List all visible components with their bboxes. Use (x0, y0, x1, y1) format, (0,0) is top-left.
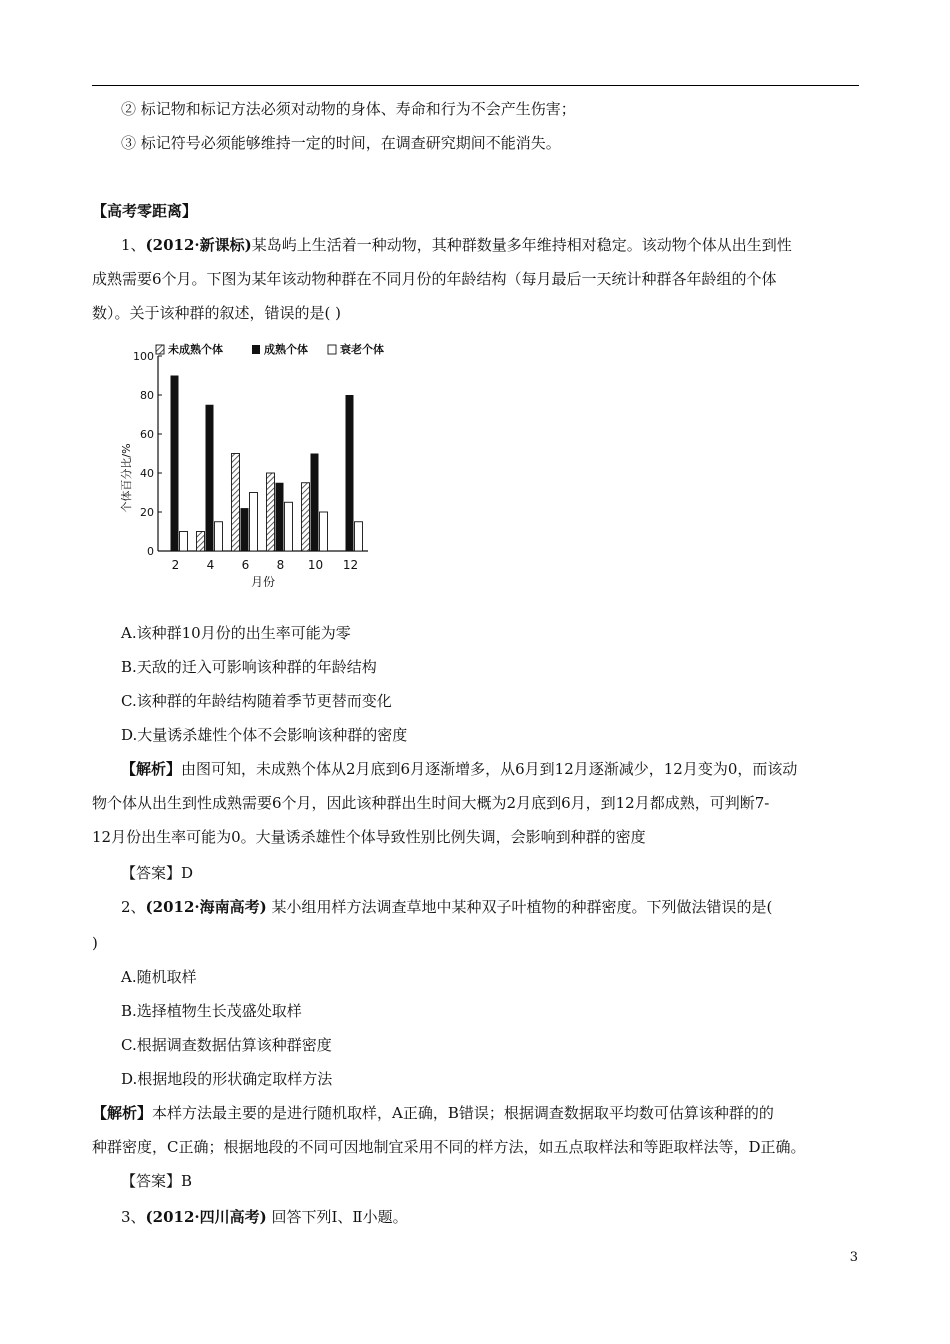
question-source: (2012·四川高考) (145, 1208, 267, 1226)
bar (197, 532, 205, 552)
section-title: 【高考零距离】 (92, 202, 198, 220)
x-tick-label: 8 (276, 558, 285, 572)
question-number: 1、 (121, 236, 146, 254)
question-1-stem (121, 234, 792, 256)
option-c: C.该种群的年龄结构随着季节更替而变化 (121, 692, 392, 710)
x-axis-label: 月份 (250, 575, 276, 589)
text-line: ③ 标记符号必须能够维持一定的时间，在调查研究期间不能消失。 (121, 134, 561, 152)
question-number: 2、 (121, 898, 146, 916)
question-2-text: ) (92, 934, 98, 952)
x-tick-label: 4 (206, 558, 215, 572)
bar (285, 502, 293, 551)
y-tick-label: 60 (140, 428, 154, 441)
bar (320, 512, 328, 551)
analysis-label: 【解析】 (92, 1104, 153, 1122)
question-text: 某小组用样方法调查草地中某种双子叶植物的种群密度。下列做法错误的是( (266, 898, 773, 916)
bar (311, 454, 319, 552)
bar (241, 508, 249, 551)
bar (302, 483, 310, 551)
question-text: 回答下列Ⅰ、Ⅱ小题。 (266, 1208, 408, 1226)
answer-2: 【答案】B (121, 1172, 193, 1190)
question-source: (2012·海南高考) (145, 898, 267, 916)
analysis-2-text: 种群密度，C正确；根据地段的不同可因地制宜采用不同的样方法，如五点取样法和等距取样法等，D正确。 (92, 1138, 806, 1156)
question-2-stem (121, 896, 772, 918)
age-structure-bar-chart (118, 338, 388, 590)
analysis-1-text: 物个体从出生到性成熟需要6个月，因此该种群出生时间大概为2月底到6月，到12月都成熟，可判断7- (92, 794, 770, 812)
analysis-text: 由图可知，未成熟个体从2月底到6月逐渐增多，从6月到12月逐渐减少，12月变为0，而该动 (181, 760, 798, 778)
bar (180, 532, 188, 552)
x-tick-label: 12 (342, 558, 359, 572)
option-b: B.天敌的迁入可影响该种群的年龄结构 (121, 658, 377, 676)
bar (215, 522, 223, 551)
x-tick-label: 6 (241, 558, 250, 572)
legend-label: 成熟个体 (264, 343, 308, 356)
analysis-2 (92, 1102, 774, 1124)
y-tick-label: 20 (140, 506, 154, 519)
question-1-text: 数）。关于该种群的叙述，错误的是( ) (92, 304, 341, 322)
option-c: C.根据调查数据估算该种群密度 (121, 1036, 332, 1054)
y-tick-label: 0 (147, 545, 154, 558)
bar (346, 395, 354, 551)
legend-label: 衰老个体 (340, 343, 384, 356)
header-rule (92, 85, 859, 86)
x-tick-label: 10 (307, 558, 324, 572)
legend-swatch (252, 345, 260, 354)
answer-1: 【答案】D (121, 864, 194, 882)
option-a: A.该种群10月份的出生率可能为零 (121, 624, 351, 642)
bar (250, 493, 258, 552)
y-axis-label: 个体百分比/% (120, 443, 133, 513)
analysis-text: 本样方法最主要的是进行随机取样，A正确，B错误；根据调查数据取平均数可估算该种群的的 (152, 1104, 774, 1122)
page-number: 3 (849, 1250, 858, 1265)
question-text: 某岛屿上生活着一种动物，其种群数量多年维持相对稳定。该动物个体从出生到性 (251, 236, 792, 254)
bar (206, 405, 214, 551)
bar (232, 454, 240, 552)
question-number: 3、 (121, 1208, 146, 1226)
y-tick-label: 80 (140, 389, 154, 402)
analysis-1-text: 12月份出生率可能为0。大量诱杀雄性个体导致性别比例失调，会影响到种群的密度 (92, 828, 646, 846)
x-tick-label: 2 (171, 558, 180, 572)
option-d: D.大量诱杀雄性个体不会影响该种群的密度 (121, 726, 408, 744)
legend-swatch (156, 345, 164, 354)
option-b: B.选择植物生长茂盛处取样 (121, 1002, 302, 1020)
chart-legend (156, 342, 384, 356)
bar (276, 483, 284, 551)
option-a: A.随机取样 (121, 968, 197, 986)
plot-area (133, 350, 368, 572)
option-d: D.根据地段的形状确定取样方法 (121, 1070, 333, 1088)
question-source: (2012·新课标) (145, 236, 252, 254)
legend-swatch (328, 345, 336, 354)
y-tick-label: 40 (140, 467, 154, 480)
y-tick-label: 100 (133, 350, 154, 363)
bar (171, 376, 179, 552)
analysis-1 (121, 758, 797, 780)
question-3-stem (121, 1206, 408, 1228)
bar (267, 473, 275, 551)
analysis-label: 【解析】 (121, 760, 182, 778)
question-1-text: 成熟需要6个月。下图为某年该动物种群在不同月份的年龄结构（每月最后一天统计种群各年龄组的个体 (92, 270, 777, 288)
bar (355, 522, 363, 551)
legend-label: 未成熟个体 (168, 343, 223, 356)
text-line: ② 标记物和标记方法必须对动物的身体、寿命和行为不会产生伤害； (121, 100, 576, 118)
